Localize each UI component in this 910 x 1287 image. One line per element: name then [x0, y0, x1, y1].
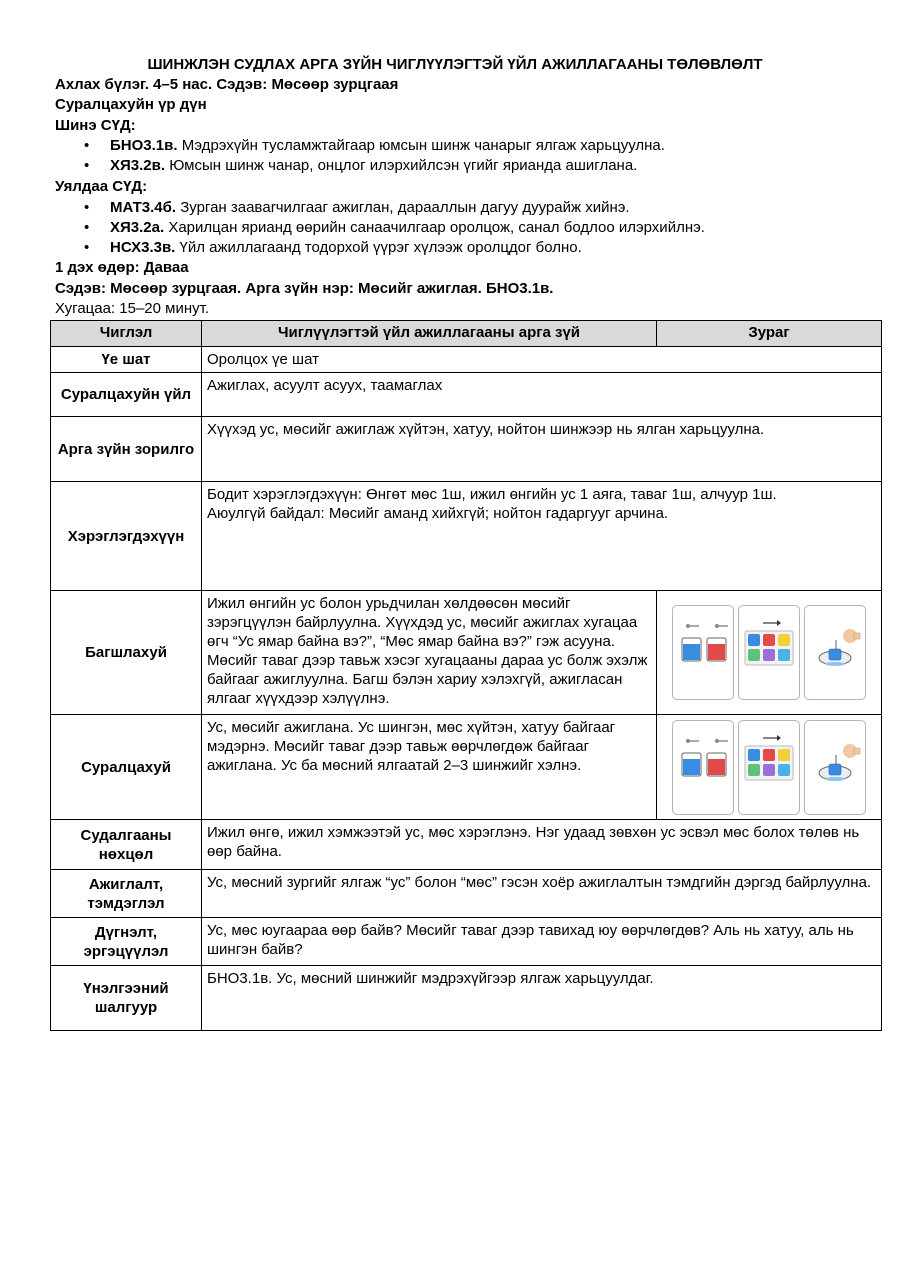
color-grid-arrow-icon [738, 605, 800, 700]
linked-outcomes-list [55, 198, 705, 258]
row-content: Ус, мөсийг ажиглана. Ус шингэн, мөс хүйтэн, хатуу байгааг мэдэрнэ. Мөсийг таваг дээр тавьж өөрчлөгдөж байгааг ажиглана. Ус ба мөсний ялгаатай 2–3 шинжийг хэлнэ. [202, 715, 657, 820]
time-line: Хугацаа: 15–20 минут. [55, 300, 209, 317]
row-content: Ижил өнгийн ус болон урьдчилан хөлдөөсөн мөсийг зэрэгцүүлэн байрлуулна. Хүүхдэд ус, мөсийг ажиглах хугацаа өгч “Ус ямар байна вэ?”, “Мөс ямар байна вэ?” гэж асууна. Мөсийг таваг дээр тавьж хэсэг хугацааны дараа ус болж эхэлж байгааг ажиглуулна. Багш бэлэн хариу хэлэхгүй, ажигласан ялгааг хүүхдээр хэлүүлнэ. [202, 591, 657, 715]
column-header: Чиглүүлэгтэй үйл ажиллагааны арга зүй [202, 321, 657, 347]
outcome-code: БНО3.1в. [110, 137, 178, 154]
outcome-code: НСХ3.3в. [110, 239, 176, 256]
row-label: Үнэлгээний шалгуур [51, 966, 202, 1031]
outcome-text: Харилцан ярианд өөрийн санаачилгаар оролцож, санал бодлоо илэрхийлнэ. [164, 219, 705, 236]
row-content: Ус, мөс юугаараа өөр байв? Мөсийг таваг дээр тавихад юу өөрчлөгдөв? Аль нь хатуу, аль нь шингэн байв? [202, 918, 882, 966]
table-row [51, 373, 882, 417]
table-row [51, 870, 882, 918]
day-line: 1 дэх өдөр: Даваа [55, 259, 189, 276]
safety-text: Аюулгүй байдал: Мөсийг аманд хийхгүй; нойтон гадаргууг арчина. [207, 505, 669, 522]
row-label: Суралцахуйн үйл [51, 373, 202, 417]
outcome-text: Үйл ажиллагаанд тодорхой үүрэг хүлээж оролцдог болно. [175, 239, 582, 256]
materials-text: Бодит хэрэглэгдэхүүн: Өнгөт мөс 1ш, ижил өнгийн ус 1 аяга, таваг 1ш, алчуур 1ш. [207, 486, 777, 503]
table-row [51, 347, 882, 373]
outcome-text: Юмсын шинж чанар, онцлог илэрхийлсэн үгийг ярианда ашиглана. [165, 157, 638, 174]
water-and-ice-cups-icon [672, 720, 734, 815]
table-row [51, 715, 882, 820]
group-age-topic-line: Ахлах бүлэг. 4–5 нас. Сэдэв: Мөсөөр зурцгаая [55, 76, 399, 93]
column-header: Зураг [657, 321, 882, 347]
row-label: Хэрэглэгдэхүүн [51, 482, 202, 591]
row-label: Дүгнэлт, эргэцүүлэл [51, 918, 202, 966]
row-content: БНО3.1в. Ус, мөсний шинжийг мэдрэхүйгээр ялгаж харьцуулдаг. [202, 966, 882, 1031]
table-row [51, 966, 882, 1031]
table-row [51, 591, 882, 715]
outcome-text: Зурган заавarчилгааг ажиглан, дарааллын дагуу дуурайж хийнэ. [176, 199, 630, 216]
list-item [55, 136, 665, 156]
row-label: Судалгааны нөхцөл [51, 820, 202, 870]
outcome-code: ХЯ3.2а. [110, 219, 165, 236]
page-title: ШИНЖЛЭН СУДЛАХ АРГА ЗҮЙН ЧИГЛҮҮЛЭГТЭЙ ҮЙЛ АЖИЛЛАГААНЫ ТӨЛӨВЛӨЛТ [147, 56, 763, 73]
row-content: Ажиглах, асуулт асуух, таамаглах [202, 373, 882, 417]
row-content: Ижил өнгө, ижил хэмжээтэй ус, мөс хэрэглэнэ. Нэг удаад зөвхөн ус эсвэл мөс болох төлөв нь өөр байна. [202, 820, 882, 870]
color-grid-arrow-icon [738, 720, 800, 815]
ice-on-plate-hand-icon [804, 720, 866, 815]
outcome-code: МАТ3.4б. [110, 199, 177, 216]
row-label: Арга зүйн зорилго [51, 417, 202, 482]
column-header: Чиглэл [51, 321, 202, 347]
row-label: Ажиглалт, тэмдэглэл [51, 870, 202, 918]
illustration-cell [657, 715, 882, 820]
activity-plan-table [50, 320, 882, 1031]
illustration-strip [657, 720, 881, 815]
new-outcomes-heading: Шинэ СҮД: [55, 117, 136, 134]
row-label: Багшлахуй [51, 591, 202, 715]
list-item [55, 156, 665, 176]
table-row [51, 417, 882, 482]
row-content: Оролцох үе шат [202, 347, 882, 373]
list-item [55, 218, 705, 238]
outcome-code: ХЯ3.2в. [110, 157, 166, 174]
illustration-cell [657, 591, 882, 715]
row-content [202, 482, 882, 591]
list-item [55, 198, 705, 218]
list-item [55, 238, 705, 258]
outcome-text: Мэдрэхүйн тусламжтайгаар юмсын шинж чанарыг ялгаж харьцуулна. [177, 137, 665, 154]
new-outcomes-list [55, 136, 665, 176]
ice-on-plate-hand-icon [804, 605, 866, 700]
row-label: Суралцахуй [51, 715, 202, 820]
row-label: Үе шат [51, 347, 202, 373]
row-content: Хүүхэд ус, мөсийг ажиглаж хүйтэн, хатуу, нойтон шинжээр нь ялган харьцуулна. [202, 417, 882, 482]
row-content: Ус, мөсний зургийг ялгаж “ус” болон “мөс” гэсэн хоёр ажиглалтын тэмдгийн дэргэд байрлуулна. [202, 870, 882, 918]
illustration-strip [657, 605, 881, 700]
table-row [51, 918, 882, 966]
outcomes-heading: Суралцахуйн үр дүн [55, 96, 207, 113]
table-row [51, 820, 882, 870]
table-header-row [51, 321, 882, 347]
linked-outcomes-heading: Уялдаа СҮД: [55, 178, 148, 195]
water-and-ice-cups-icon [672, 605, 734, 700]
topic-line: Сэдэв: Мөсөөр зурцгаая. Арга зүйн нэр: Мөсийг ажиглая. БНО3.1в. [55, 280, 554, 297]
table-row [51, 482, 882, 591]
